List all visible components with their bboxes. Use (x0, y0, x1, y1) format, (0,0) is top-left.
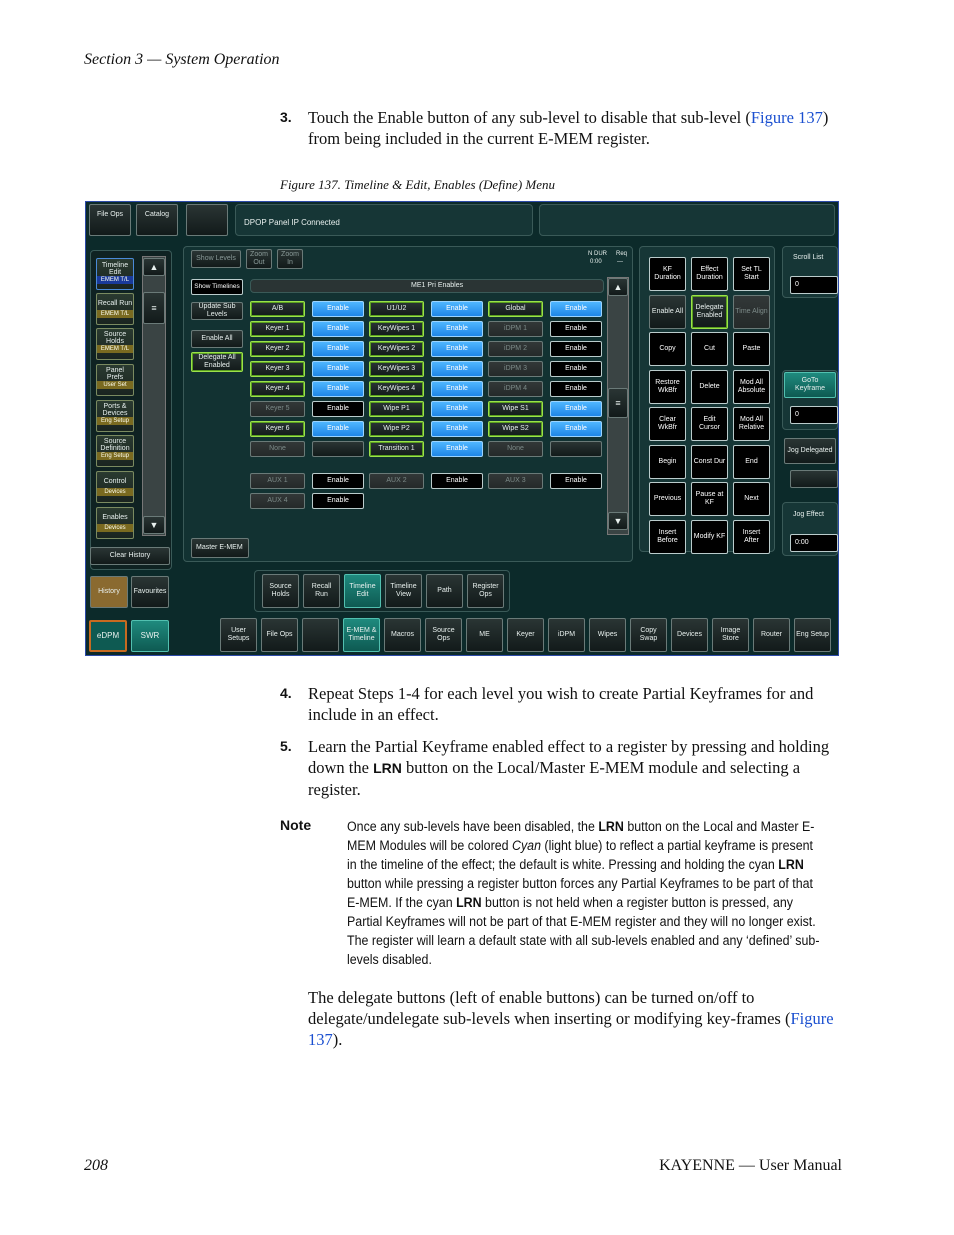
goto-keyframe-button[interactable]: GoTo Keyframe (784, 372, 836, 398)
enable-button[interactable]: Enable (312, 401, 364, 417)
bottom-tab[interactable] (302, 618, 339, 652)
note-text: button is not held when a register button is pressed, any Partial Keyframes will not be part of that E-MEM register and they will no longer exist. The register will learn a default state with all sub-levels enabled and any ‘defined’ sub-levels disabled. (347, 895, 820, 967)
manual-title: KAYENNE — User Manual (659, 1157, 842, 1174)
effect-duration-button[interactable]: Effect Duration (691, 257, 728, 291)
enable-button[interactable]: Enable (550, 421, 602, 437)
cut-button[interactable]: Cut (691, 332, 728, 366)
tab-ports-devices[interactable] (96, 400, 134, 432)
delegate-enabled-button[interactable]: Delegate Enabled (691, 295, 728, 329)
delegate-all-enabled-button[interactable]: Delegate All Enabled (191, 352, 243, 372)
bottom-tab[interactable]: iDPM (548, 618, 585, 652)
req-label: Req (616, 251, 628, 257)
ui-screenshot (85, 201, 839, 656)
enable-button[interactable]: Enable (431, 381, 483, 397)
cyan-term: Cyan (511, 838, 541, 853)
step-number: 3. (280, 109, 292, 125)
set-tl-start-button[interactable]: Set TL Start (733, 257, 770, 291)
tab-panel-prefs[interactable] (96, 364, 134, 396)
bottom-tab[interactable]: Eng Setup (794, 618, 831, 652)
enable-button[interactable]: Enable (550, 321, 602, 337)
enable-button[interactable]: Enable (550, 361, 602, 377)
tab-sub: User Set (97, 381, 133, 389)
delegate-button[interactable]: KeyWipes 2 (369, 341, 424, 357)
tab-label: Panel Prefs (106, 367, 124, 381)
aux-delegate-button[interactable]: AUX 3 (488, 473, 543, 489)
edit-cursor-button[interactable]: Edit Cursor (691, 407, 728, 441)
lrn-term: LRN (598, 819, 624, 834)
enable-button[interactable] (550, 441, 602, 457)
aux-enable-button[interactable]: Enable (312, 473, 364, 489)
tab-sub: EMEM T/L (97, 276, 133, 284)
tab-timeline-edit[interactable] (96, 258, 134, 290)
enable-button[interactable]: Enable (431, 441, 483, 457)
jog-field[interactable] (790, 470, 838, 488)
bottom-tab[interactable]: Source Ops (425, 618, 462, 652)
delegate-button[interactable]: None (250, 441, 305, 457)
scroll-down-icon[interactable]: ▼ (143, 516, 165, 534)
next-button[interactable]: Next (733, 482, 770, 516)
favourites-tab[interactable]: Favourites (131, 576, 169, 608)
tab-source-holds[interactable] (96, 328, 134, 360)
enable-button[interactable]: Enable (431, 401, 483, 417)
scroll-thumb-icon[interactable]: ≡ (143, 292, 165, 324)
enable-button[interactable]: Enable (550, 401, 602, 417)
delegate-button[interactable]: iDPM 4 (488, 381, 543, 397)
blank-top-button[interactable] (186, 204, 228, 236)
tab-sub: EMEM T/L (97, 310, 133, 318)
tab-enables[interactable] (96, 507, 134, 539)
enable-button[interactable]: Enable (550, 381, 602, 397)
master-emem-tab[interactable]: Master E-MEM (191, 538, 249, 558)
tab-sub: Eng Setup (97, 452, 133, 460)
sub-tab[interactable]: Register Ops (467, 574, 504, 608)
tab-label: Source Definition (100, 438, 130, 452)
mod-all-relative-button[interactable]: Mod All Relative (733, 407, 770, 441)
enable-all-button[interactable]: Enable All (649, 295, 686, 329)
figure-link[interactable]: Figure 137 (750, 108, 823, 127)
enable-button[interactable] (312, 441, 364, 457)
step-5 (280, 736, 840, 800)
note-text: Once any sub-levels have been disabled, the (347, 819, 599, 834)
bottom-tab[interactable]: ME (466, 618, 503, 652)
tab-sub: Eng Setup (97, 417, 133, 425)
enable-button[interactable]: Enable (312, 361, 364, 377)
grid-scroll-down-icon[interactable]: ▼ (608, 512, 628, 530)
insert-before-button[interactable]: Insert Before (649, 520, 686, 554)
delegate-button[interactable]: iDPM 1 (488, 321, 543, 337)
delegate-button[interactable]: Wipe P1 (369, 401, 424, 417)
tab-label: Recall Run (97, 300, 133, 307)
delegate-button[interactable]: U1/U2 (369, 301, 424, 317)
jog-delegated-button[interactable]: Jog Delegated (784, 438, 836, 464)
step-text: ) from being included in the current E-MEM register. (308, 108, 829, 148)
delegate-button[interactable]: None (488, 441, 543, 457)
status-bar (235, 204, 533, 236)
n-dur-value: 0:00 (590, 259, 602, 265)
para-text: The delegate buttons (left of enable buttons) can be turned on/off to delegate/undelegate sub-levels when inserting or modifying key-frames ( (308, 988, 791, 1028)
step-text: Repeat Steps 1-4 for each level you wish to create Partial Keyframes for and include in an effect. (308, 684, 814, 724)
step-text: button on the Local/Master E-MEM module and selecting a register. (308, 758, 801, 799)
para-text: ). (332, 1030, 343, 1049)
bottom-tab[interactable]: Devices (671, 618, 708, 652)
catalog-button[interactable]: Catalog (136, 204, 178, 236)
scroll-up-icon[interactable]: ▲ (143, 258, 165, 276)
show-levels-button[interactable]: Show Levels (191, 250, 241, 268)
tab-control[interactable] (96, 471, 134, 503)
tab-label: Enables (102, 514, 128, 521)
end-button[interactable]: End (733, 445, 770, 479)
enable-button[interactable]: Enable (312, 341, 364, 357)
delegate-button[interactable]: Keyer 4 (250, 381, 305, 397)
tab-sub: EMEM T/L (97, 345, 133, 353)
status-text: DPOP Panel IP Connected (244, 218, 340, 227)
sub-tab[interactable]: Source Holds (262, 574, 299, 608)
page-number: 208 (84, 1157, 108, 1174)
kf-duration-button[interactable]: KF Duration (649, 257, 686, 291)
delegate-button[interactable]: Transition 1 (369, 441, 424, 457)
delegate-button[interactable]: A/B (250, 301, 305, 317)
zoom-out-button[interactable]: Zoom Out (246, 249, 272, 269)
sub-tab[interactable]: Timeline View (385, 574, 422, 608)
delegate-button[interactable]: Keyer 5 (250, 401, 305, 417)
delegate-button[interactable]: Wipe S1 (488, 401, 543, 417)
enable-button[interactable]: Enable (312, 421, 364, 437)
scroll-list-label: Scroll List (793, 254, 824, 261)
sub-tab[interactable]: Timeline Edit (344, 574, 381, 608)
delegate-button[interactable]: Wipe P2 (369, 421, 424, 437)
bottom-tab[interactable]: Image Store (712, 618, 749, 652)
bottom-tab[interactable]: File Ops (261, 618, 298, 652)
aux-delegate-button[interactable]: AUX 1 (250, 473, 305, 489)
enable-button[interactable]: Enable (312, 321, 364, 337)
const-dur-button[interactable]: Const Dur (691, 445, 728, 479)
tab-label: Control (103, 478, 127, 485)
bottom-tab[interactable]: Keyer (507, 618, 544, 652)
n-dur-label: N DUR (588, 251, 607, 257)
grid-scroll-up-icon[interactable]: ▲ (608, 278, 628, 296)
enable-button[interactable]: Enable (550, 301, 602, 317)
delete-button[interactable]: Delete (691, 370, 728, 404)
sub-tab[interactable]: Recall Run (303, 574, 340, 608)
step-text: Touch the Enable button of any sub-level to disable that sub-level ( (308, 108, 751, 127)
file-ops-button[interactable]: File Ops (89, 204, 131, 236)
bottom-tab[interactable]: User Setups (220, 618, 257, 652)
delegate-button[interactable]: KeyWipes 3 (369, 361, 424, 377)
bottom-tab[interactable]: Macros (384, 618, 421, 652)
figure-link[interactable]: Figure 137 (308, 1009, 834, 1049)
delegate-button[interactable]: Keyer 1 (250, 321, 305, 337)
step-text: Learn the Partial Keyframe enabled effect to a register by pressing and holding down the (308, 737, 830, 777)
tab-sub: Devices (97, 488, 133, 496)
delegate-button[interactable]: Global (488, 301, 543, 317)
delegate-button[interactable]: Keyer 3 (250, 361, 305, 377)
status-bar-right (539, 204, 835, 236)
note-text: button on the Local and Master E-MEM Modules will be colored (347, 819, 815, 853)
delegate-button[interactable]: Wipe S2 (488, 421, 543, 437)
tab-source-definition[interactable] (96, 435, 134, 467)
enable-button[interactable]: Enable (550, 341, 602, 357)
step-number: 5. (280, 738, 292, 754)
step-4 (280, 683, 840, 725)
enable-button[interactable]: Enable (312, 301, 364, 317)
delegate-button[interactable]: KeyWipes 4 (369, 381, 424, 397)
enable-button[interactable]: Enable (431, 321, 483, 337)
begin-button[interactable]: Begin (649, 445, 686, 479)
lrn-term: LRN (456, 895, 482, 910)
tab-label: Timeline Edit (101, 262, 129, 276)
sub-tab[interactable]: Path (426, 574, 463, 608)
bottom-tab[interactable]: Router (753, 618, 790, 652)
enable-button[interactable]: Enable (431, 421, 483, 437)
step-number: 4. (280, 685, 292, 701)
lrn-term: LRN (778, 857, 804, 872)
tab-sub: Devices (97, 524, 133, 532)
copy-button[interactable]: Copy (649, 332, 686, 366)
edpm-button[interactable]: eDPM (89, 620, 127, 652)
tab-label: Source Holds (103, 331, 127, 345)
update-sub-levels-button[interactable]: Update Sub Levels (191, 302, 243, 320)
bottom-tab[interactable]: E-MEM & Timeline (343, 618, 380, 652)
aux-enable-button[interactable]: Enable (312, 493, 364, 509)
aux-delegate-button[interactable]: AUX 4 (250, 493, 305, 509)
enable-button[interactable]: Enable (431, 301, 483, 317)
bottom-tab[interactable]: Wipes (589, 618, 626, 652)
swr-button[interactable]: SWR (131, 620, 169, 652)
me-title-bar (250, 279, 604, 293)
note-body (347, 817, 822, 969)
scroll-list-field[interactable]: 0 (790, 276, 838, 294)
aux-delegate-button[interactable]: AUX 2 (369, 473, 424, 489)
delegate-button[interactable]: Keyer 6 (250, 421, 305, 437)
section-header: Section 3 — System Operation (84, 51, 280, 68)
history-tab[interactable]: History (90, 576, 128, 608)
enable-button[interactable]: Enable (431, 361, 483, 377)
figure-caption: Figure 137. Timeline & Edit, Enables (Define) Menu (280, 177, 555, 192)
tab-label: Ports & Devices (102, 403, 128, 417)
delegate-button[interactable]: iDPM 2 (488, 341, 543, 357)
delegate-button[interactable]: KeyWipes 1 (369, 321, 424, 337)
pause-at-kf-button[interactable]: Pause at KF (691, 482, 728, 516)
grid-scroll-thumb-icon[interactable]: ≡ (608, 388, 628, 418)
aux-enable-button[interactable]: Enable (431, 473, 483, 489)
restore-wkbfr-button[interactable]: Restore WkBfr (649, 370, 686, 404)
previous-button[interactable]: Previous (649, 482, 686, 516)
enable-button[interactable]: Enable (312, 381, 364, 397)
modify-kf-button[interactable]: Modify KF (691, 520, 728, 554)
time-align-button[interactable]: Time Align (733, 295, 770, 329)
delegate-button[interactable]: Keyer 2 (250, 341, 305, 357)
insert-after-button[interactable]: Insert After (733, 520, 770, 554)
delegate-button[interactable]: iDPM 3 (488, 361, 543, 377)
step-3 (280, 107, 840, 149)
goto-keyframe-field[interactable]: 0 (790, 406, 838, 424)
jog-effect-field[interactable]: 0:00 (790, 534, 838, 552)
enable-button[interactable]: Enable (431, 341, 483, 357)
mod-all-absolute-button[interactable]: Mod All Absolute (733, 370, 770, 404)
paste-button[interactable]: Paste (733, 332, 770, 366)
note-text: button while pressing a register button forces any Partial Keyframes to be part of that E-MEM. If the cyan (347, 876, 814, 910)
note-label: Note (280, 817, 312, 833)
aux-enable-button[interactable]: Enable (550, 473, 602, 489)
show-timelines-button[interactable]: Show Timelines (191, 279, 243, 295)
clear-history-button[interactable]: Clear History (90, 547, 170, 565)
req-value: — (617, 259, 623, 265)
jog-effect-label: Jog Effect (793, 511, 825, 518)
zoom-in-button[interactable]: Zoom In (277, 249, 303, 269)
bottom-tab[interactable]: Copy Swap (630, 618, 667, 652)
delegate-paragraph (280, 987, 840, 1050)
clear-wkbfr-button[interactable]: Clear WkBfr (649, 407, 686, 441)
me-title: ME1 Pri Enables (411, 282, 464, 289)
lrn-term: LRN (373, 760, 402, 776)
note-text: (light blue) to reflect a partial keyframe is present in the timeline of the effect; the default is white. Pressing and holding the cyan (347, 838, 813, 872)
tab-recall-run[interactable] (96, 293, 134, 325)
enable-all-button[interactable]: Enable All (191, 330, 243, 348)
